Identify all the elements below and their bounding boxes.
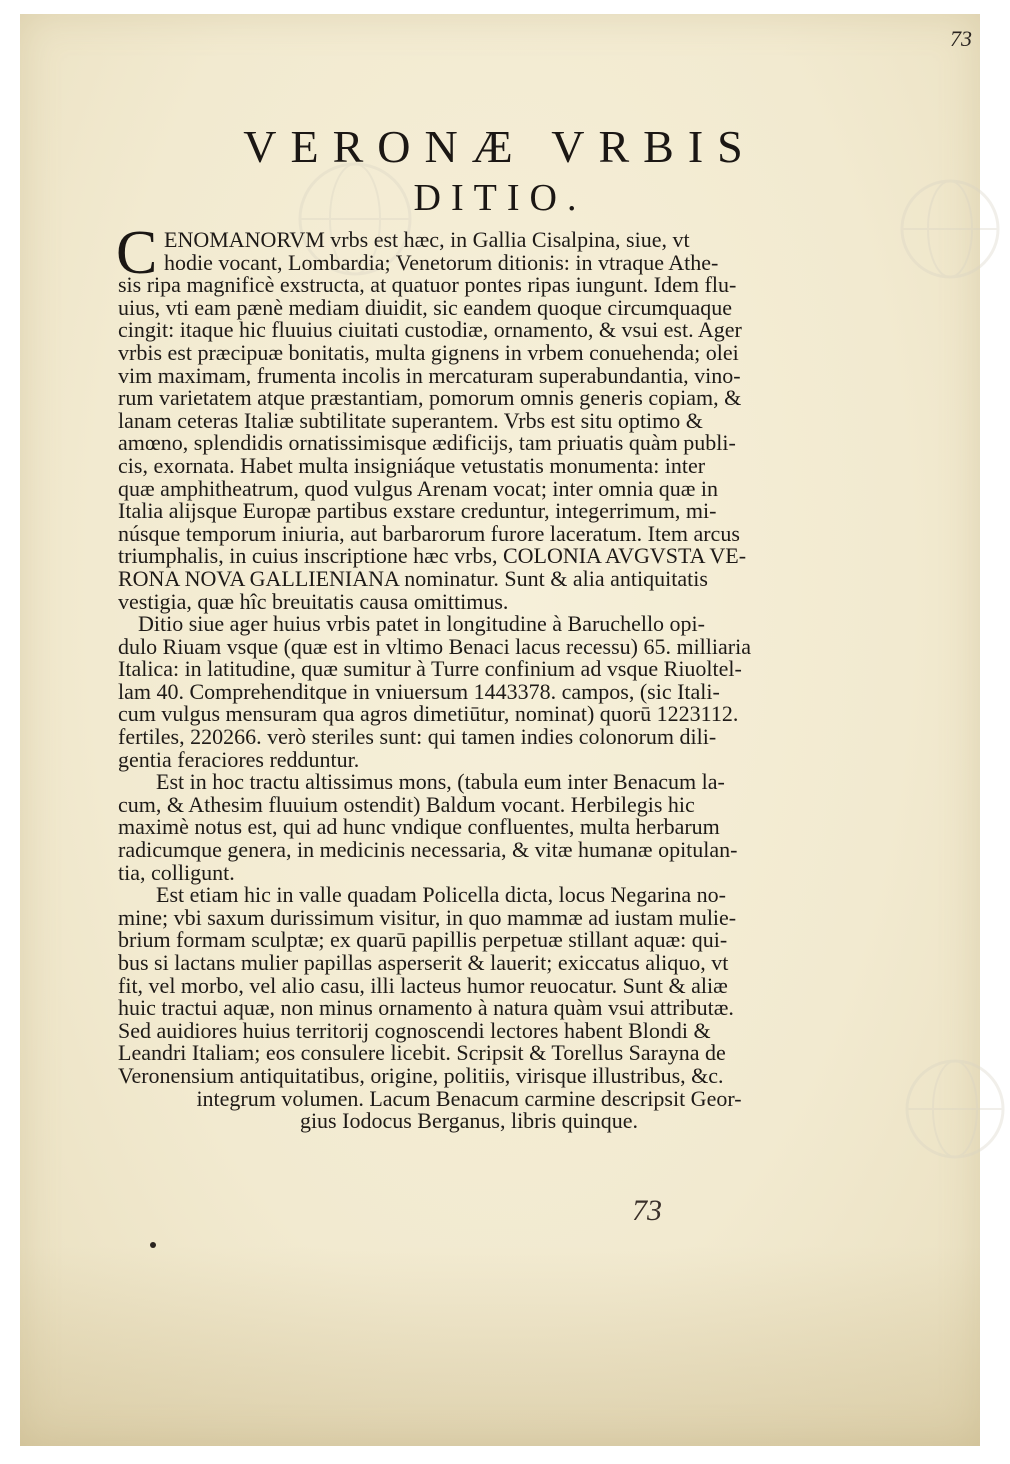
text-line: Est etiam hic in valle quadam Policella dicta, locus Negarina no- [156, 882, 726, 908]
paragraph-1 [116, 219, 820, 614]
paragraph-2 [118, 613, 820, 771]
text-line: vrbis est præcipuæ bonitatis, multa gignens in vrbem conuehenda; olei [118, 339, 739, 365]
text-line: dulo Riuam vsque (quæ est in vltimo Benaci lacus recessu) 65. milliaria [118, 633, 751, 659]
text-line: radicumque genera, in medicinis necessaria, & vitæ humanæ opitulan- [118, 837, 738, 863]
text-line: maximè notus est, qui ad hunc vndique confluentes, multa herbarum [118, 814, 720, 840]
text-line: huic tractui aquæ, non minus ornamento à natura quàm vsui attributæ. [118, 995, 734, 1021]
text-line: cum vulgus mensuram qua agros dimetiūtur, nominat) quorū 1223112. [118, 701, 739, 727]
text-line: vestigia, quæ hîc breuitatis causa omittimus. [118, 588, 509, 614]
text-line: lam 40. Comprehenditque in vniuersum 1443378. campos, (sic Itali- [118, 678, 720, 704]
text-line: amœno, splendidis ornatissimisque ædificijs, tam priuatis quàm publi- [118, 430, 736, 456]
body-text [116, 219, 820, 1134]
text-line: gentia feraciores redduntur. [118, 746, 360, 772]
text-line-centered: gius Iodocus Berganus, libris quinque. [299, 1108, 639, 1134]
paragraph-4 [118, 884, 820, 1133]
text-line: vim maximam, frumenta incolis in mercaturam superabundantia, vino- [118, 362, 741, 388]
text-line: RONA NOVA GALLIENIANA nominatur. Sunt & alia antiquitatis [118, 565, 708, 591]
text-line: tia, colligunt. [118, 859, 235, 885]
text-line: sis ripa magnificè exstructa, at quatuor pontes ripas iungunt. Idem flu- [118, 272, 737, 298]
text-line: quæ amphitheatrum, quod vulgus Arenam vocat; inter omnia quæ in [118, 475, 719, 501]
paragraph-3 [118, 771, 820, 884]
text-line: lanam ceteras Italiæ subtilitate superantem. Vrbs est situ optimo & [118, 407, 703, 433]
text-line: rum varietatem atque præstantiam, pomorum omnis generis copiam, & [118, 385, 742, 411]
text-line: Sed auidiores huius territorij cognoscendi lectores habent Blondi & [118, 1017, 711, 1043]
globe-watermark-icon-lower [900, 1054, 1010, 1164]
text-line: Veronensium antiquitatibus, origine, politiis, virisque illustribus, &c. [118, 1062, 724, 1088]
document-page [20, 14, 980, 1446]
text-line: uius, vti eam pænè mediam diuidit, sic eandem quoque circumquaque [118, 294, 733, 320]
text-line: cingit: itaque hic fluuius ciuitati custodiæ, ornamento, & vsui est. Ager [118, 317, 742, 343]
text-line-content: ENOMANORVM vrbs est hæc, in Gallia Cisalpina, siue, vt [164, 227, 690, 252]
text-line: Italica: in latitudine, quæ sumitur à Turre confinium ad vsque Riuoltel- [118, 656, 742, 682]
text-line: fit, vel morbo, vel alio casu, illi lacteus humor reuocatur. Sunt & aliæ [118, 972, 728, 998]
text-line: cis, exornata. Habet multa insigniáque vetustatis monumenta: inter [118, 452, 706, 478]
page-subtitle: DITIO. [413, 177, 587, 219]
text-line: fertiles, 220266. verò steriles sunt: qui tamen indies colonorum dili- [118, 724, 717, 750]
page-number-mark: 73 [632, 1194, 662, 1227]
text-line: triumphalis, in cuius inscriptione hæc vrbs, COLONIA AVGVSTA VE- [118, 543, 747, 569]
text-line: mine; vbi saxum durissimum visitur, in quo mammæ ad iustam mulie- [118, 904, 737, 930]
water-stain [20, 1246, 980, 1446]
text-line: Est in hoc tractu altissimus mons, (tabula eum inter Benacum la- [156, 769, 725, 795]
text-line-centered: integrum volumen. Lacum Benacum carmine descripsit Geor- [196, 1085, 742, 1111]
text-line: bus si lactans mulier papillas asperserit & lauerit; exiccatus aliquo, vt [118, 950, 729, 975]
text-line: hodie vocant, Lombardia; Venetorum ditionis: in vtraque Athe- [164, 249, 719, 275]
page-title: VERONÆ VRBIS [243, 121, 757, 172]
text-line: cum, & Athesim fluuium ostendit) Baldum vocant. Herbilegis hic [118, 791, 695, 817]
text-line: Italia alijsque Europæ partibus exstare creduntur, integerrimum, mi- [118, 498, 717, 524]
text-line: núsque temporum iniuria, aut barbarorum furore laceratum. Item arcus [118, 520, 740, 546]
ink-dot [150, 1242, 156, 1248]
drop-cap: C [116, 219, 158, 287]
text-line: brium formam sculptæ; ex quarū papillis perpetuæ stillant aquæ: qui- [118, 927, 728, 953]
text-line: Ditio siue ager huius vrbis patet in longitudine à Baruchello opi- [138, 611, 705, 637]
text-line: Leandri Italiam; eos consulere licebit. Scripsit & Torellus Sarayna de [118, 1040, 726, 1066]
folio-number: 73 [950, 26, 972, 51]
